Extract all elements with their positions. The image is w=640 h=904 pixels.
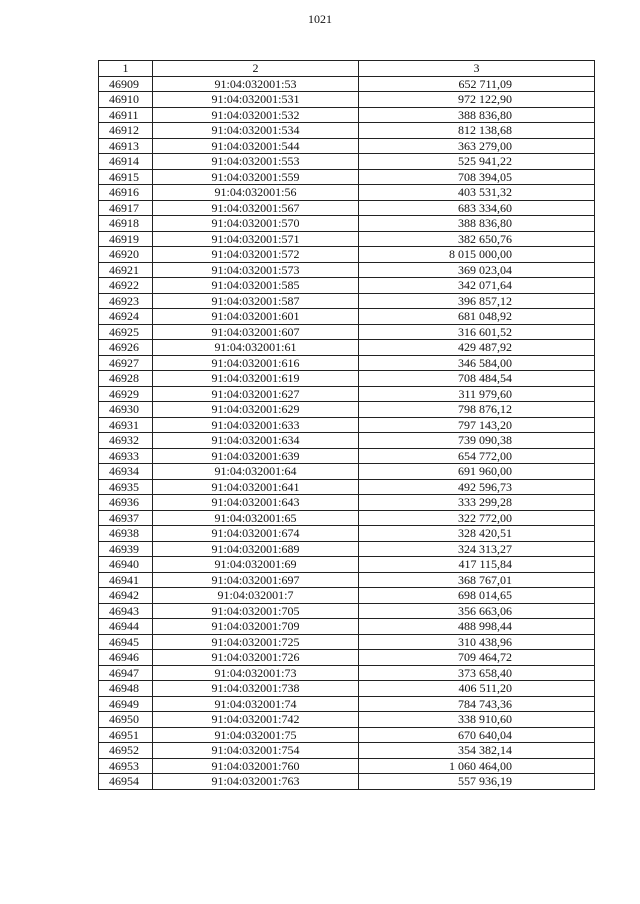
row-number-cell: 46923 [99, 293, 153, 309]
cadastral-number-cell: 91:04:032001:725 [153, 634, 359, 650]
cadastral-number-cell: 91:04:032001:754 [153, 743, 359, 759]
table-row [99, 634, 595, 650]
cadastral-number-cell: 91:04:032001:532 [153, 107, 359, 123]
table-row [99, 247, 595, 263]
cadastral-number-cell: 91:04:032001:65 [153, 510, 359, 526]
table-row [99, 200, 595, 216]
table-body [99, 76, 595, 789]
table-row [99, 510, 595, 526]
table-row [99, 216, 595, 232]
value-cell: 8 015 000,00 [359, 247, 595, 263]
column-header-2: 2 [153, 61, 359, 77]
row-number-cell: 46917 [99, 200, 153, 216]
table-row [99, 262, 595, 278]
cadastral-number-cell: 91:04:032001:61 [153, 340, 359, 356]
table-row [99, 696, 595, 712]
table-row [99, 417, 595, 433]
cadastral-number-cell: 91:04:032001:619 [153, 371, 359, 387]
value-cell: 406 511,20 [359, 681, 595, 697]
table-row [99, 107, 595, 123]
row-number-cell: 46941 [99, 572, 153, 588]
cadastral-number-cell: 91:04:032001:587 [153, 293, 359, 309]
row-number-cell: 46945 [99, 634, 153, 650]
value-cell: 388 836,80 [359, 107, 595, 123]
table-row [99, 557, 595, 573]
cadastral-number-cell: 91:04:032001:633 [153, 417, 359, 433]
value-cell: 368 767,01 [359, 572, 595, 588]
table-row [99, 76, 595, 92]
row-number-cell: 46939 [99, 541, 153, 557]
table-row [99, 169, 595, 185]
value-cell: 1 060 464,00 [359, 758, 595, 774]
table-row [99, 185, 595, 201]
value-cell: 812 138,68 [359, 123, 595, 139]
cadastral-number-cell: 91:04:032001:64 [153, 464, 359, 480]
row-number-cell: 46930 [99, 402, 153, 418]
cadastral-number-cell: 91:04:032001:616 [153, 355, 359, 371]
row-number-cell: 46942 [99, 588, 153, 604]
table-row [99, 479, 595, 495]
row-number-cell: 46952 [99, 743, 153, 759]
table-row [99, 123, 595, 139]
cadastral-number-cell: 91:04:032001:726 [153, 650, 359, 666]
row-number-cell: 46934 [99, 464, 153, 480]
cadastral-number-cell: 91:04:032001:634 [153, 433, 359, 449]
cadastral-number-cell: 91:04:032001:56 [153, 185, 359, 201]
value-cell: 354 382,14 [359, 743, 595, 759]
value-cell: 654 772,00 [359, 448, 595, 464]
value-cell: 670 640,04 [359, 727, 595, 743]
row-number-cell: 46946 [99, 650, 153, 666]
value-cell: 739 090,38 [359, 433, 595, 449]
cadastral-number-cell: 91:04:032001:760 [153, 758, 359, 774]
value-cell: 403 531,32 [359, 185, 595, 201]
value-cell: 316 601,52 [359, 324, 595, 340]
value-cell: 324 313,27 [359, 541, 595, 557]
row-number-cell: 46938 [99, 526, 153, 542]
cadastral-number-cell: 91:04:032001:7 [153, 588, 359, 604]
row-number-cell: 46954 [99, 774, 153, 790]
value-cell: 557 936,19 [359, 774, 595, 790]
row-number-cell: 46924 [99, 309, 153, 325]
table-row [99, 572, 595, 588]
table-row [99, 758, 595, 774]
row-number-cell: 46920 [99, 247, 153, 263]
row-number-cell: 46943 [99, 603, 153, 619]
column-header-3: 3 [359, 61, 595, 77]
value-cell: 691 960,00 [359, 464, 595, 480]
table-row [99, 309, 595, 325]
value-cell: 310 438,96 [359, 634, 595, 650]
row-number-cell: 46925 [99, 324, 153, 340]
value-cell: 333 299,28 [359, 495, 595, 511]
row-number-cell: 46932 [99, 433, 153, 449]
table-row [99, 355, 595, 371]
value-cell: 709 464,72 [359, 650, 595, 666]
cadastral-number-cell: 91:04:032001:742 [153, 712, 359, 728]
cadastral-number-cell: 91:04:032001:572 [153, 247, 359, 263]
value-cell: 488 998,44 [359, 619, 595, 635]
cadastral-number-cell: 91:04:032001:639 [153, 448, 359, 464]
cadastral-number-cell: 91:04:032001:553 [153, 154, 359, 170]
value-cell: 652 711,09 [359, 76, 595, 92]
table-row [99, 464, 595, 480]
cadastral-number-cell: 91:04:032001:573 [153, 262, 359, 278]
table-header-row [99, 61, 595, 77]
value-cell: 417 115,84 [359, 557, 595, 573]
row-number-cell: 46911 [99, 107, 153, 123]
table-row [99, 154, 595, 170]
page-number: 1021 [308, 12, 332, 26]
table-row [99, 588, 595, 604]
cadastral-number-cell: 91:04:032001:544 [153, 138, 359, 154]
table-row [99, 681, 595, 697]
row-number-cell: 46910 [99, 92, 153, 108]
cadastral-number-cell: 91:04:032001:607 [153, 324, 359, 340]
value-cell: 388 836,80 [359, 216, 595, 232]
cadastral-number-cell: 91:04:032001:75 [153, 727, 359, 743]
table-row [99, 541, 595, 557]
row-number-cell: 46949 [99, 696, 153, 712]
row-number-cell: 46926 [99, 340, 153, 356]
row-number-cell: 46940 [99, 557, 153, 573]
row-number-cell: 46935 [99, 479, 153, 495]
row-number-cell: 46929 [99, 386, 153, 402]
table-row [99, 324, 595, 340]
row-number-cell: 46933 [99, 448, 153, 464]
value-cell: 492 596,73 [359, 479, 595, 495]
row-number-cell: 46916 [99, 185, 153, 201]
row-number-cell: 46927 [99, 355, 153, 371]
cadastral-number-cell: 91:04:032001:705 [153, 603, 359, 619]
row-number-cell: 46913 [99, 138, 153, 154]
cadastral-number-cell: 91:04:032001:73 [153, 665, 359, 681]
cadastral-number-cell: 91:04:032001:559 [153, 169, 359, 185]
value-cell: 429 487,92 [359, 340, 595, 356]
table-row [99, 495, 595, 511]
row-number-cell: 46937 [99, 510, 153, 526]
cadastral-number-cell: 91:04:032001:627 [153, 386, 359, 402]
table-row [99, 92, 595, 108]
table-row [99, 743, 595, 759]
row-number-cell: 46944 [99, 619, 153, 635]
row-number-cell: 46948 [99, 681, 153, 697]
table-row [99, 774, 595, 790]
value-cell: 322 772,00 [359, 510, 595, 526]
cadastral-number-cell: 91:04:032001:534 [153, 123, 359, 139]
value-cell: 328 420,51 [359, 526, 595, 542]
row-number-cell: 46950 [99, 712, 153, 728]
cadastral-number-cell: 91:04:032001:570 [153, 216, 359, 232]
row-number-cell: 46919 [99, 231, 153, 247]
value-cell: 708 394,05 [359, 169, 595, 185]
table-row [99, 603, 595, 619]
cadastral-number-cell: 91:04:032001:643 [153, 495, 359, 511]
value-cell: 708 484,54 [359, 371, 595, 387]
table-row [99, 371, 595, 387]
table-row [99, 293, 595, 309]
value-cell: 338 910,60 [359, 712, 595, 728]
value-cell: 356 663,06 [359, 603, 595, 619]
row-number-cell: 46922 [99, 278, 153, 294]
cadastral-number-cell: 91:04:032001:674 [153, 526, 359, 542]
value-cell: 363 279,00 [359, 138, 595, 154]
table-row [99, 402, 595, 418]
row-number-cell: 46953 [99, 758, 153, 774]
value-cell: 382 650,76 [359, 231, 595, 247]
cadastral-number-cell: 91:04:032001:689 [153, 541, 359, 557]
row-number-cell: 46928 [99, 371, 153, 387]
value-cell: 784 743,36 [359, 696, 595, 712]
cadastral-number-cell: 91:04:032001:641 [153, 479, 359, 495]
cadastral-number-cell: 91:04:032001:53 [153, 76, 359, 92]
cadastral-number-cell: 91:04:032001:585 [153, 278, 359, 294]
row-number-cell: 46909 [99, 76, 153, 92]
table-row [99, 619, 595, 635]
table-row [99, 665, 595, 681]
table-row [99, 386, 595, 402]
value-cell: 396 857,12 [359, 293, 595, 309]
table-row [99, 231, 595, 247]
row-number-cell: 46921 [99, 262, 153, 278]
cadastral-number-cell: 91:04:032001:709 [153, 619, 359, 635]
cadastral-number-cell: 91:04:032001:69 [153, 557, 359, 573]
value-cell: 525 941,22 [359, 154, 595, 170]
value-cell: 342 071,64 [359, 278, 595, 294]
row-number-cell: 46915 [99, 169, 153, 185]
cadastral-number-cell: 91:04:032001:74 [153, 696, 359, 712]
table-row [99, 278, 595, 294]
table-row [99, 138, 595, 154]
column-header-1: 1 [99, 61, 153, 77]
table-row [99, 448, 595, 464]
value-cell: 972 122,90 [359, 92, 595, 108]
cadastral-number-cell: 91:04:032001:601 [153, 309, 359, 325]
cadastral-number-cell: 91:04:032001:697 [153, 572, 359, 588]
row-number-cell: 46918 [99, 216, 153, 232]
value-cell: 346 584,00 [359, 355, 595, 371]
value-cell: 798 876,12 [359, 402, 595, 418]
cadastral-number-cell: 91:04:032001:763 [153, 774, 359, 790]
value-cell: 373 658,40 [359, 665, 595, 681]
table-row [99, 712, 595, 728]
row-number-cell: 46931 [99, 417, 153, 433]
cadastral-number-cell: 91:04:032001:531 [153, 92, 359, 108]
row-number-cell: 46947 [99, 665, 153, 681]
row-number-cell: 46912 [99, 123, 153, 139]
cadastral-number-cell: 91:04:032001:567 [153, 200, 359, 216]
value-cell: 698 014,65 [359, 588, 595, 604]
cadastral-number-cell: 91:04:032001:738 [153, 681, 359, 697]
value-cell: 797 143,20 [359, 417, 595, 433]
data-table [98, 60, 595, 790]
value-cell: 681 048,92 [359, 309, 595, 325]
row-number-cell: 46936 [99, 495, 153, 511]
value-cell: 369 023,04 [359, 262, 595, 278]
table-row [99, 650, 595, 666]
row-number-cell: 46914 [99, 154, 153, 170]
value-cell: 683 334,60 [359, 200, 595, 216]
table-row [99, 340, 595, 356]
table-row [99, 433, 595, 449]
table-row [99, 727, 595, 743]
cadastral-number-cell: 91:04:032001:571 [153, 231, 359, 247]
value-cell: 311 979,60 [359, 386, 595, 402]
table-row [99, 526, 595, 542]
row-number-cell: 46951 [99, 727, 153, 743]
cadastral-number-cell: 91:04:032001:629 [153, 402, 359, 418]
